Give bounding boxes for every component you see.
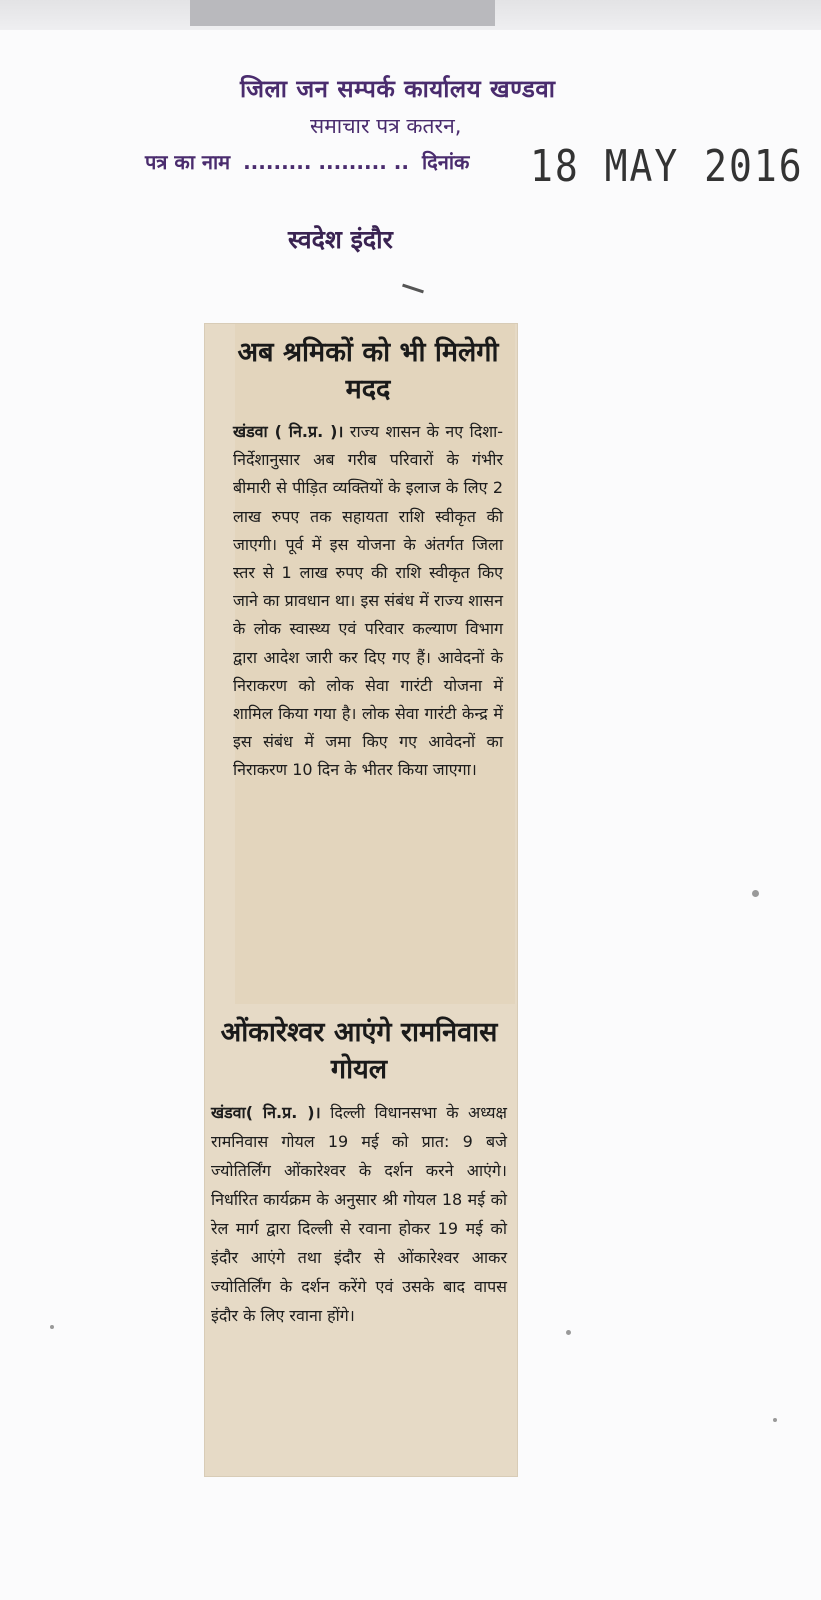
scan-speck	[566, 1330, 571, 1335]
office-stamp-title: जिला जन सम्पर्क कार्यालय खण्डवा	[240, 75, 556, 103]
article-1-body	[233, 418, 503, 785]
article-2-headline: ओंकारेश्वर आएंगे रामनिवास गोयल	[220, 1017, 498, 1085]
article-2-text: दिल्ली विधानसभा के अध्यक्ष रामनिवास गोयल 19 मई को प्रात: 9 बजे ज्योतिर्लिंग ओंकारेश्वर के दर्शन करने आएंगे। निर्धारित कार्यक्रम के अनुसार श्री गोयल 18 मई को रेल मार्ग द्वारा दिल्ली से रवाना होकर 19 मई को इंदौर आएंगे तथा इंदौर से ओंकारेश्वर आकर ज्योतिर्लिंग के दर्शन करेंगे एवं उसके बाद वापस इंदौर के लिए रवाना होंगे।	[211, 1103, 507, 1325]
scan-speck	[752, 890, 759, 897]
article-2-body	[211, 1098, 507, 1330]
scan-speck	[773, 1418, 777, 1422]
newspaper-name: स्वदेश इंदौर	[288, 225, 393, 254]
scan-speck	[50, 1325, 54, 1329]
article-2-dateline: खंडवा( नि.प्र. )।	[211, 1103, 321, 1122]
article-2	[211, 1014, 507, 1330]
scanner-lid-shadow	[190, 0, 495, 26]
article-1	[233, 334, 503, 785]
paper-name-label: पत्र का नाम	[145, 150, 231, 174]
office-stamp-subtitle: समाचार पत्र कतरन,	[310, 114, 462, 138]
newspaper-clipping	[205, 324, 517, 1476]
article-1-headline: अब श्रमिकों को भी मिलेगी मदद	[237, 337, 499, 405]
article-1-dateline: खंडवा ( नि.प्र. )।	[233, 422, 344, 441]
paper-name-row	[145, 148, 475, 175]
date-stamp: 18 MAY 2016	[530, 140, 804, 192]
paper-name-dots: ......... ......... ..	[243, 150, 409, 174]
date-label: दिनांक	[421, 150, 470, 174]
article-1-text: राज्य शासन के नए दिशा-निर्देशानुसार अब गरीब परिवारों के गंभीर बीमारी से पीड़ित व्यक्तियों के इलाज के लिए 2 लाख रुपए तक सहायता राशि स्वीकृत की जाएगी। पूर्व में इस योजना के अंतर्गत जिला स्तर से 1 लाख रुपए की राशि स्वीकृत किए जाने का प्रावधान था। इस संबंध में राज्य शासन के लोक स्वास्थ्य एवं परिवार कल्याण विभाग द्वारा आदेश जारी कर दिए गए हैं। आवेदनों के निराकरण को लोक सेवा गारंटी योजना में शामिल किया गया है। लोक सेवा गारंटी केन्द्र में इस संबंध में जमा किए गए आवेदनों का निराकरण 10 दिन के भीतर किया जाएगा।	[233, 422, 504, 780]
